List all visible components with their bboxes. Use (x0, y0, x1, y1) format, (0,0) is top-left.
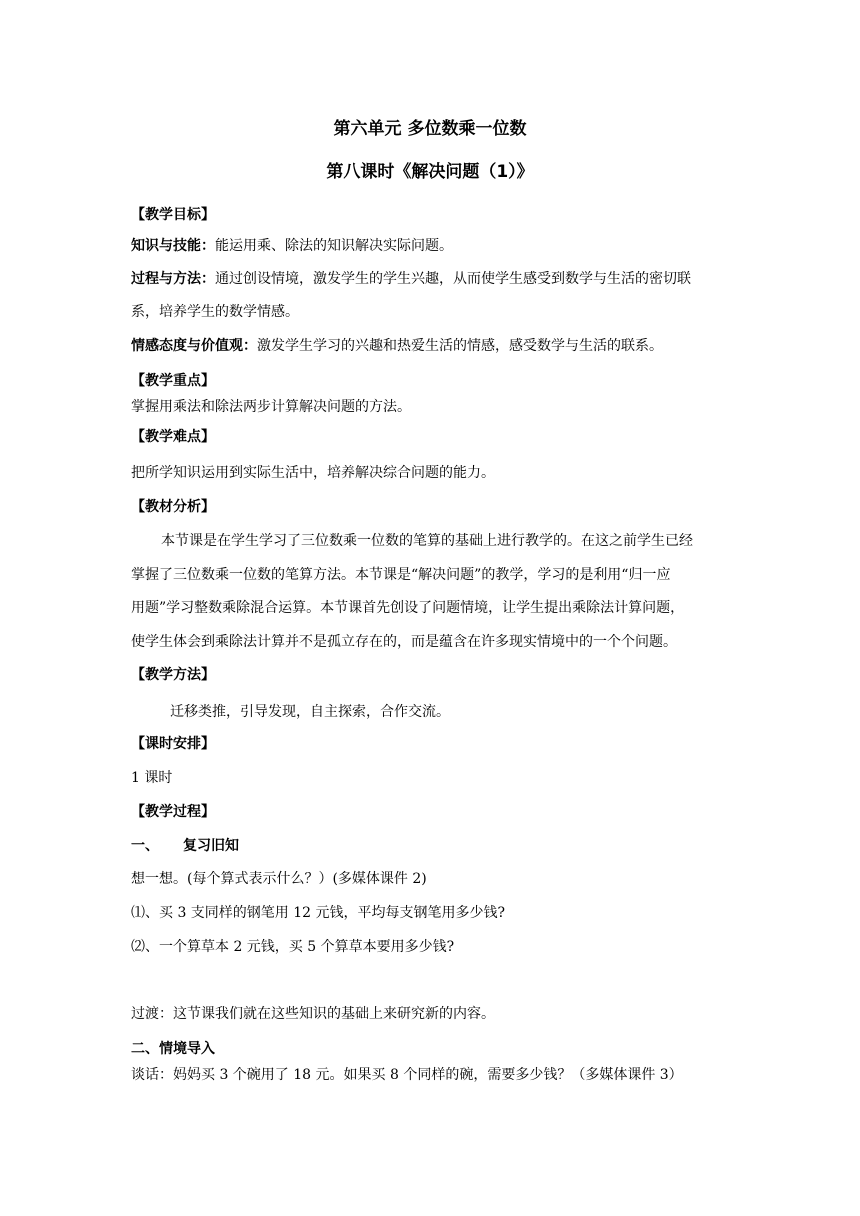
process-heading: 【教学过程】 (131, 804, 215, 820)
goals-heading: 【教学目标】 (131, 207, 215, 223)
method-heading: 【教学方法】 (131, 667, 215, 683)
talk-line: 谈话：妈妈买 3 个碗用了 18 元。如果买 8 个同样的碗，需要多少钱？（多媒体课件 3） (131, 1067, 683, 1083)
key-points-text: 掌握用乘法和除法两步计算解决问题的方法。 (131, 399, 411, 415)
difficulties-heading: 【教学难点】 (131, 429, 215, 445)
method-text: 迁移类推，引导发现，自主探索，合作交流。 (170, 704, 450, 720)
emotion-label: 情感态度与价值观： (131, 338, 257, 354)
analysis-heading: 【教材分析】 (131, 499, 215, 515)
process-text-2: 系，培养学生的数学情感。 (131, 304, 299, 320)
think-line: 想一想。(每个算式表示什么？）(多媒体课件 2) (131, 871, 427, 887)
schedule-text: 1 课时 (131, 770, 173, 786)
section1-title: 复习旧知 (183, 838, 239, 854)
analysis-line-3: 用题”学习整数乘除混合运算。本节课首先创设了问题情境，让学生提出乘除法计算问题， (131, 600, 685, 616)
lesson-title: 第八课时《解决问题（1）》 (326, 162, 534, 182)
transition-line: 过渡：这节课我们就在这些知识的基础上来研究新的内容。 (131, 1006, 495, 1022)
section2-title: 二、情境导入 (131, 1041, 215, 1057)
knowledge-text: 能运用乘、除法的知识解决实际问题。 (215, 238, 453, 254)
analysis-line-1: 本节课是在学生学习了三位数乘一位数的笔算的基础上进行教学的。在这之前学生已经 (161, 533, 693, 549)
analysis-line-4: 使学生体会到乘除法计算并不是孤立存在的，而是蕴含在许多现实情境中的一个个问题。 (131, 634, 677, 650)
knowledge-line (131, 236, 453, 256)
question-2: ⑵、一个算草本 2 元钱，买 5 个算草本要用多少钱? (131, 939, 455, 955)
process-line-1 (131, 269, 691, 289)
process-text-1: 通过创设情境，激发学生的学生兴趣，从而使学生感受到数学与生活的密切联 (215, 271, 691, 287)
difficulties-text: 把所学知识运用到实际生活中，培养解决综合问题的能力。 (131, 465, 495, 481)
key-points-heading: 【教学重点】 (131, 373, 215, 389)
knowledge-label: 知识与技能： (131, 238, 215, 254)
analysis-line-2: 掌握了三位数乘一位数的笔算方法。本节课是“解决问题”的教学，学习的是利用“归一应 (131, 567, 671, 583)
emotion-line (131, 336, 663, 356)
process-label: 过程与方法： (131, 271, 215, 287)
schedule-heading: 【课时安排】 (131, 736, 215, 752)
section1-number: 一、 (131, 838, 159, 854)
unit-title: 第六单元 多位数乘一位数 (333, 119, 527, 139)
emotion-text: 激发学生学习的兴趣和热爱生活的情感，感受数学与生活的联系。 (257, 338, 663, 354)
question-1: ⑴、买 3 支同样的钢笔用 12 元钱，平均每支钢笔用多少钱? (131, 905, 506, 921)
